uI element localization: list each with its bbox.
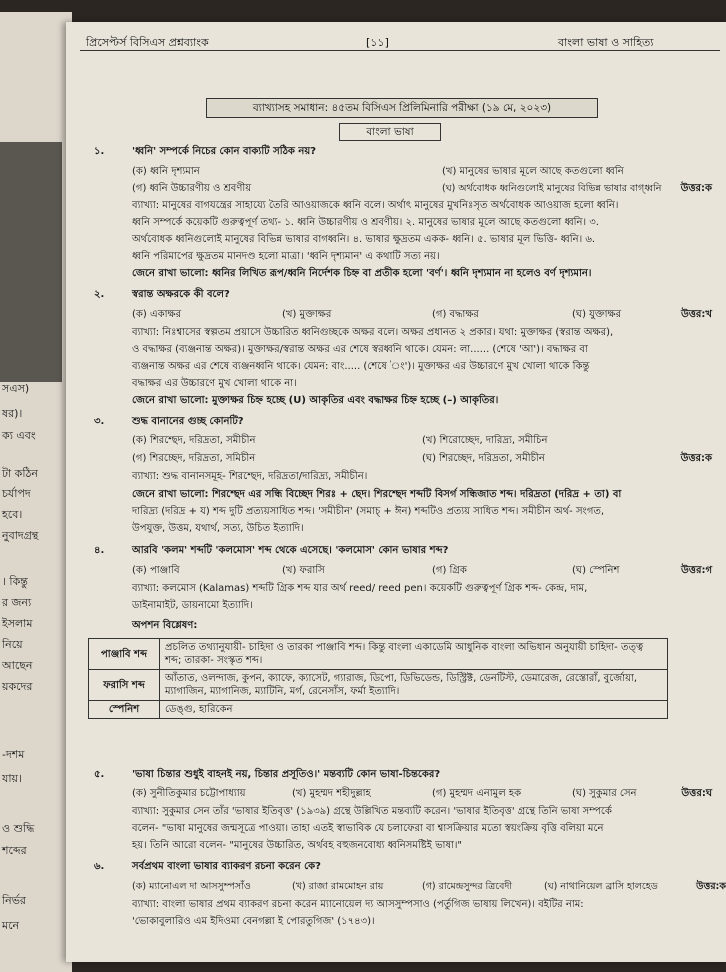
option: (গ) শিরচ্ছেদ, দরিদ্রতা, সমিচীন — [132, 453, 256, 464]
question-5 — [94, 768, 712, 781]
explanation-line: ব্যঞ্জনান্ত অক্ষর এর শেষে ব্যঞ্জনধ্বনি থাকে। যেমন: বাং..... (শেষে 'ং')। মুক্তাক্ষর এর উচ্চারণে মুখ খোলা থাকে কিন্তু — [132, 361, 590, 372]
analysis-label: অপশন বিশ্লেষণ: — [132, 620, 198, 631]
question-4 — [94, 544, 712, 557]
table-cell: ডেঙ্গু, হারিকেন — [160, 701, 668, 719]
option: (ঘ) স্পেনিশ — [572, 565, 620, 576]
answer: উত্তর:ঘ — [681, 788, 712, 799]
explanation-line: বদ্ধাক্ষর এর উচ্চারণে মুখ খোলা থাকে না। — [132, 378, 297, 389]
explanation-line: বলেন- "ভাষা মানুষের জন্মসূত্রে পাওয়া। তাহা এতই স্বাভাবিক যে চলাফেরা বা শ্বাসক্রিয়ার মতো স্বয়ংক্রিয় বৃত্তি বলিয়া মনে — [132, 823, 604, 834]
question-3 — [94, 415, 712, 428]
answer: উত্তর:ক — [680, 183, 712, 194]
option: (ঘ) অর্থবোধক ধ্বনিগুলোই মানুষের বিভিন্ন ভাষার বাগ্‌ধ্বনি — [442, 183, 662, 194]
note-line: জেনে রাখা ভালো: ধ্বনির লিখিত রূপ/ধ্বনি নির্দেশক চিহ্ন বা প্রতীক হলো 'বর্ণ'। ধ্বনি দৃশ্যমান না হলেও বর্ণ দৃশ্যমান। — [132, 268, 592, 279]
option: (ক) একাক্ষর — [132, 309, 182, 320]
option: (খ) মুক্তাক্ষর — [282, 309, 332, 320]
question-number: ৪. — [94, 545, 105, 556]
option: (ক) পাঞ্জাবি — [132, 565, 180, 576]
option: (খ) মুহম্মদ শহীদুল্লাহ — [292, 788, 371, 799]
option-analysis-table — [88, 638, 668, 719]
table-row — [89, 670, 668, 701]
table-head: ফরাসি শব্দ — [89, 670, 160, 701]
explanation-line: উপযুক্ত, উত্তম, যথার্থ, সত্য, উচিত ইত্যাদি। — [132, 523, 304, 534]
margin-text: র জন্য — [2, 596, 32, 609]
margin-text: ক্য এবং — [2, 429, 36, 442]
question-text: স্বরান্ত অক্ষরকে কী বলে? — [132, 289, 230, 300]
explanation-line: দারিদ্র্য (দরিদ্র + য) শব্দ দুটি প্রত্যয়সাধিত শব্দ। 'সমীচীন' (সমাচ্ + ঈন) শব্দটিও প্রত্যয় সাধিত শব্দ। সমীচীন অর্থ- সংগত, — [132, 506, 605, 517]
margin-text: য়কদের — [2, 680, 33, 693]
margin-text: নুবাদগ্রন্থ — [2, 529, 39, 542]
book-page — [66, 22, 726, 962]
question-number: ১. — [94, 146, 105, 157]
question-number: ৩. — [94, 416, 105, 427]
explanation-line: ব্যাখ্যা: নিঃশ্বাসের স্বল্পতম প্রয়াসে উচ্চারিত ধ্বনিগুচ্ছকে অক্ষর বলে। অক্ষর প্রধানত ২ প্রকার। যথা: মুক্তাক্ষর (স্বরান্ত অক্ষর), — [132, 327, 614, 338]
option: (গ) গ্রিক — [432, 565, 467, 576]
explanation-line: ব্যাখ্যা: শুদ্ধ বানানসমূহ- শিরশ্ছেদ, দরিদ্রতা/দারিদ্র্য, সমীচীন। — [132, 471, 368, 482]
question-text: 'ধ্বনি' সম্পর্কে নিচের কোন বাক্যটি সঠিক নয়? — [132, 146, 317, 157]
margin-text: মনে — [2, 919, 20, 932]
question-6 — [94, 860, 712, 873]
margin-text: -দশম — [2, 748, 25, 761]
left-page-image — [0, 142, 62, 382]
option: (ঘ) নাথানিয়েল ব্রাসি হালহেড — [544, 881, 658, 892]
note-line: জেনে রাখা ভালো: শিরশ্ছেদ এর সন্ধি বিচ্ছেদ শিরঃ + ছেদ। শিরশ্ছেদ শব্দটি বিসর্গ সন্ধিজাত শব্দ। দরিদ্রতা (দরিদ্র + তা) বা — [132, 489, 622, 500]
answer: উত্তর:গ — [681, 565, 712, 576]
option: (গ) বদ্ধাক্ষর — [432, 309, 479, 320]
margin-text: । কিন্তু — [2, 575, 28, 588]
option: (ক) ম্যানোএল দা আসসুম্পসাঁও — [132, 881, 251, 892]
table-cell: আঁতাত, ওলন্দাজ, কুপন, ক্যাফে, ক্যাসেট, গ্যারাজ, ডিপো, ডিভিডেন্ড, ডিস্ট্রিক্ট, ডেনটিস্ট, ডেমারেজ, রেস্তোরাঁ, বুর্জোয়া, ম্যাগাজিন, ম্যাগানিজ, ম্যাটিনি, মর্গ, রেনেসাঁস, ফর্মা ইত্যাদি। — [160, 670, 668, 701]
option: (খ) রাজা রামমোহন রায় — [292, 881, 384, 892]
explanation-line: ও বদ্ধাক্ষর (ব্যঞ্জনান্ত অক্ষর)। মুক্তাক্ষর/স্বরান্ত অক্ষর এর শেষে স্বরধ্বনি থাকে। যেমন: লা...... (শেষে 'আ')। বদ্ধাক্ষর বা — [132, 344, 588, 355]
explanation-line: ব্যাখ্যা: কলমোস (Kalamas) শব্দটি গ্রিক শব্দ যার অর্থ reed/ reed pen। কয়েকটি গুরুত্বপূর্ণ গ্রিক শব্দ- কেন্দ্র, দাম, — [132, 583, 588, 594]
option: (গ) মুহম্মদ এনামুল হক — [432, 788, 522, 799]
option: (ক) সুনীতিকুমার চট্টোপাধ্যায় — [132, 788, 246, 799]
left-page-edge — [0, 12, 72, 972]
margin-text: শব্দের — [2, 844, 27, 857]
exam-title: ব্যাখ্যাসহ সমাধান: ৪৫তম বিসিএস প্রিলিমিনারি পরীক্ষা (১৯ মে, ২০২৩) — [206, 98, 598, 118]
explanation-line: হয়। তিনি আরো বলেন- "মানুষের উচ্চারিত, অর্থবহ বহুজনবোধ্য ধ্বনিসমষ্টিই ভাষা।" — [132, 840, 463, 851]
explanation-line: ধ্বনি পরিমাপের ক্ষুদ্রতম মানদণ্ড হলো মাত্রা। 'ধ্বনি দৃশ্যমান' এ কথাটি সত্য নয়। — [132, 251, 440, 262]
explanation-line: ব্যাখ্যা: মানুষের বাগযন্ত্রের সাহায্যে তৈরি আওয়াজকে ধ্বনি বলে। অর্থাৎ মানুষের মুখনিঃসৃত অর্থবোধক আওয়াজ হলো ধ্বনি। — [132, 200, 619, 211]
option: (খ) ফরাসি — [282, 565, 325, 576]
margin-text: আছেন — [2, 659, 33, 672]
margin-text: নির্ভর — [2, 894, 26, 907]
option: (ক) ধ্বনি দৃশ্যমান — [132, 166, 200, 177]
margin-text: নিয়ে — [2, 638, 23, 651]
table-row — [89, 701, 668, 719]
question-2 — [94, 288, 712, 301]
table-cell: প্রচলিত তথ্যানুযায়ী- চাহিদা ও তারকা পাঞ্জাবি শব্দ। কিন্তু বাংলা একাডেমি আধুনিক বাংলা অভিধান অনুযায়ী চাহিদা- তত্ত্ব শব্দ; তারকা- সংস্কৃত শব্দ। — [160, 639, 668, 670]
header-subject: বাংলা ভাষা ও সাহিত্য — [558, 36, 654, 49]
answer: উত্তর:ক — [680, 453, 712, 464]
question-number: ২. — [94, 289, 105, 300]
question-text: 'ভাষা চিন্তার শুধুই বাহনই নয়, চিন্তার প্রসূতিও।' মন্তব্যটি কোন ভাষা-চিন্তকের? — [132, 769, 441, 780]
explanation-line: অর্থবোধক ধ্বনিগুলোই মানুষের বিভিন্ন ভাষার বাগধ্বনি। ৪. ভাষার ক্ষুদ্রতম একক- ধ্বনি। ৫. ভাষার মূল ভিত্তি- ধ্বনি। ৬. — [132, 234, 596, 245]
explanation-line: ডাইনামাইট, ডায়নামো ইত্যাদি। — [132, 600, 253, 611]
explanation-line: ব্যাখ্যা: বাংলা ভাষার প্রথম ব্যাকরণ রচনা করেন ম্যানোয়েল দ্য আসসুম্পসাও (পর্তুগিজ ভাষায় লিখেন)। বইটির নাম: — [132, 899, 584, 910]
header-rule — [80, 50, 720, 51]
question-1 — [94, 145, 712, 158]
option: (ঘ) সুকুমার সেন — [572, 788, 637, 799]
explanation-line: 'ভোকাবুলারিও এম ইদিওমা বেনগল্লা ই পোরতুগিজ' (১৭৪৩)। — [132, 916, 375, 927]
option: (গ) ধ্বনি উচ্চারণীয় ও শ্রবণীয় — [132, 183, 252, 194]
question-text: শুদ্ধ বানানের গুচ্ছ কোনটি? — [132, 416, 244, 427]
margin-text: যায়। — [2, 772, 22, 785]
option: (খ) মানুষের ভাষার মূলে আছে কতগুলো ধ্বনি — [442, 166, 624, 177]
question-number: ৬. — [94, 861, 105, 872]
question-text: আরবি 'কলম' শব্দটি 'কলমোস' শব্দ থেকে এসেছে। 'কলমোস' কোন ভাষার শব্দ? — [132, 545, 449, 556]
margin-text: সএস) — [2, 382, 30, 395]
section-title: বাংলা ভাষা — [339, 123, 441, 141]
option: (খ) শিরোচ্ছেদ, দারিদ্র্য, সমীচিন — [422, 435, 548, 446]
explanation-line: ধ্বনি সম্পর্কে কয়েকটি গুরুত্বপূর্ণ তথ্য- ১. ধ্বনি উচ্চারণীয় ও শ্রবণীয়। ২. মানুষের ভাষার মূলে আছে কতগুলো ধ্বনি। ৩. — [132, 217, 599, 228]
page-number: [১১] — [366, 36, 389, 49]
margin-text: ও শুদ্ধি — [2, 822, 35, 835]
margin-text: ষর)। — [2, 407, 23, 420]
margin-text: চর্যাপদ — [2, 487, 31, 500]
table-head: স্পেনিশ — [89, 701, 160, 719]
margin-text: ইসলাম — [2, 617, 33, 630]
option: (ঘ) যুক্তাক্ষর — [572, 309, 622, 320]
explanation-line: ব্যাখ্যা: সুকুমার সেন তাঁর 'ভাষার ইতিবৃত্ত' (১৯৩৯) গ্রন্থে উল্লিখিত মন্তব্যটি করেন। 'ভাষার ইতিবৃত্ত' গ্রন্থে তিনি ভাষা সম্পর্কে — [132, 806, 612, 817]
answer: উত্তর:ক — [696, 881, 726, 892]
margin-text: টা কঠিন — [2, 467, 38, 480]
table-head: পাঞ্জাবি শব্দ — [89, 639, 160, 670]
option: (ঘ) শিরচ্ছেদ, দরিদ্রতা, সমীচীন — [422, 453, 545, 464]
header-book-title: প্রিসেপ্টর্স বিসিএস প্রশ্নব্যাংক — [86, 36, 209, 49]
margin-text: হবে। — [2, 508, 23, 521]
note-line: জেনে রাখা ভালো: মুক্তাক্ষর চিহ্ন হচ্ছে (U) আকৃতির এবং বদ্ধাক্ষর চিহ্ন হচ্ছে (–) আকৃতির। — [132, 395, 499, 406]
option: (ক) শিরশ্ছেদ, দরিদ্রতা, সমীচীন — [132, 435, 256, 446]
question-number: ৫. — [94, 769, 105, 780]
table-row — [89, 639, 668, 670]
answer: উত্তর:খ — [680, 309, 712, 320]
question-text: সর্বপ্রথম বাংলা ভাষার ব্যাকরণ রচনা করেন কে? — [132, 861, 321, 872]
option: (গ) রামেন্দ্রসুন্দর ত্রিবেদী — [422, 881, 513, 892]
